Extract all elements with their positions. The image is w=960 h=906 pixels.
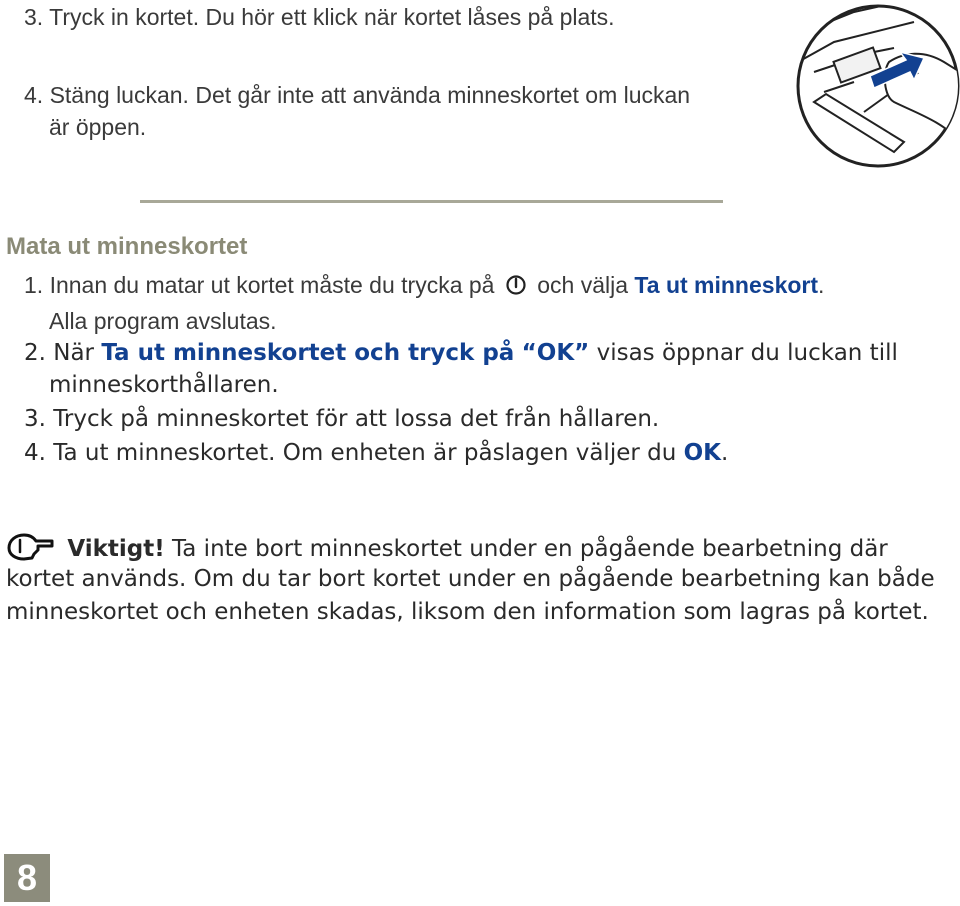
eject-step-1-text-b: och välja — [537, 272, 629, 298]
step-4-close-line2: är öppen. — [49, 114, 147, 140]
important-label: Viktigt! — [67, 536, 165, 562]
eject-step-1-period: . — [818, 272, 825, 298]
eject-step-1 — [24, 272, 824, 299]
eject-step-1-line2: Alla program avslutas. — [49, 308, 277, 334]
eject-step-2-line2: minneskorthållaren. — [49, 372, 279, 398]
eject-step-2-text-d: visas öppnar du luckan till — [596, 340, 898, 366]
eject-step-2 — [24, 340, 898, 366]
eject-step-4-period: . — [721, 440, 729, 466]
step-3-insert: 3. Tryck in kortet. Du hör ett klick när kortet låses på plats. — [24, 4, 615, 30]
power-key-icon — [505, 274, 527, 296]
section-heading: Mata ut minneskortet — [6, 233, 248, 260]
ok-label: OK — [536, 340, 575, 366]
eject-step-4-text-a: 4. Ta ut minneskortet. Om enheten är påslagen väljer du — [24, 440, 677, 466]
memory-card-insert-illustration — [794, 2, 960, 170]
important-note-line1 — [6, 532, 888, 562]
ok-quoted: “OK” — [521, 340, 590, 366]
important-text-1: Ta inte bort minneskortet under en pågående bearbetning där — [172, 536, 888, 562]
section-divider — [140, 200, 723, 203]
important-note-line3: minneskortet och enheten skadas, liksom den information som lagras på kortet. — [6, 599, 929, 625]
remove-card-command: Ta ut minneskort — [634, 272, 819, 298]
remove-card-prompt: Ta ut minneskortet och tryck på — [101, 340, 515, 366]
eject-step-4 — [24, 440, 728, 466]
eject-step-3: 3. Tryck på minneskortet för att lossa det från hållaren. — [24, 406, 660, 432]
page-number-badge: 8 — [4, 854, 50, 902]
hand-pointing-icon — [6, 532, 56, 562]
ok-command: OK — [683, 440, 721, 466]
eject-step-1-text-a: 1. Innan du matar ut kortet måste du trycka på — [24, 272, 495, 298]
important-note-line2: kortet används. Om du tar bort kortet under en pågående bearbetning kan både — [6, 566, 935, 592]
step-4-close-line1: 4. Stäng luckan. Det går inte att använda minneskortet om luckan — [24, 82, 691, 108]
eject-step-2-text-a: 2. När — [24, 340, 95, 366]
